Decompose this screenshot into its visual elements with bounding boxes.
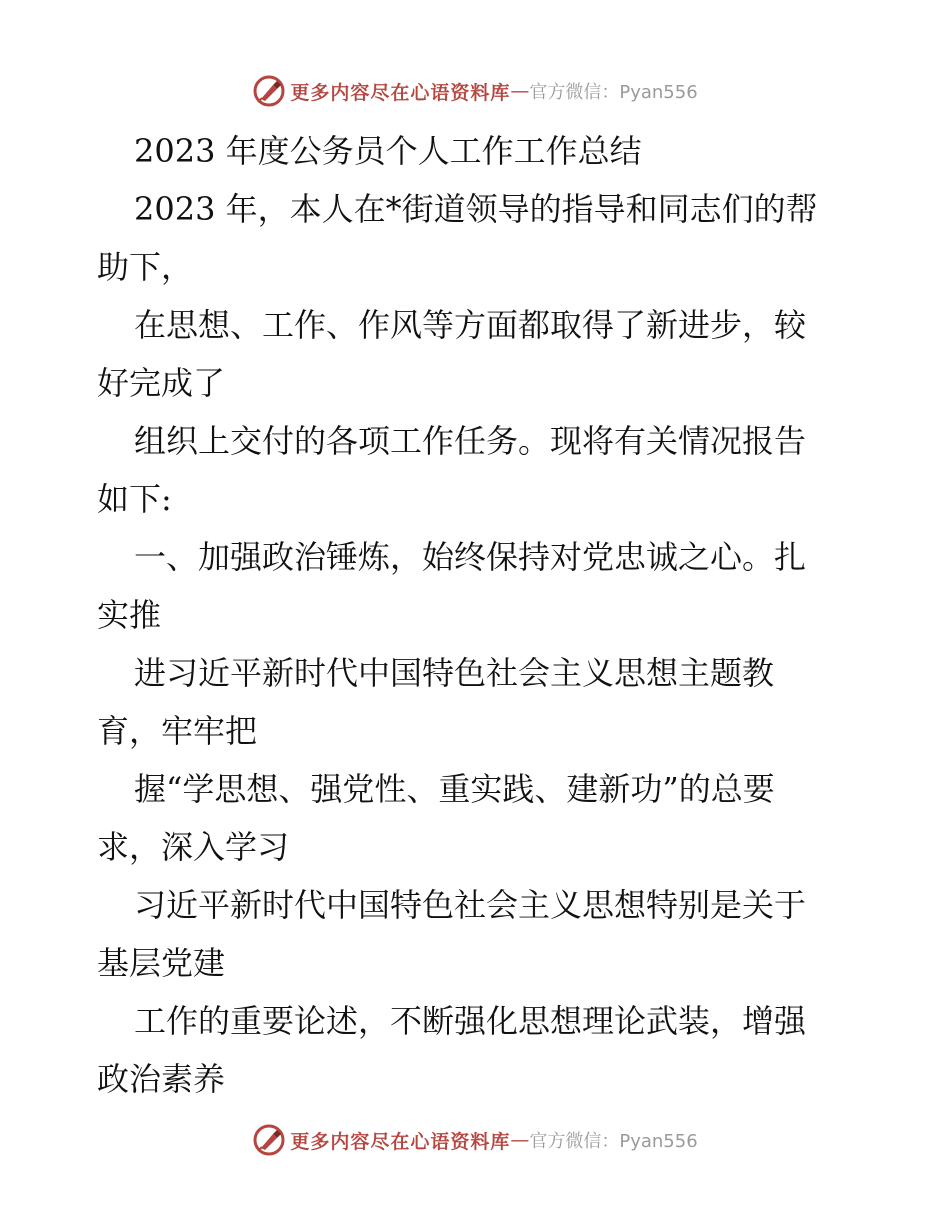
text-line: 助下，: [97, 248, 194, 286]
watermark-brand: 更多内容尽在心语资料库: [290, 81, 511, 104]
watermark-header: [0, 71, 950, 111]
text-line: 握“学思想、强党性、重实践、建新功”的总要: [134, 770, 775, 808]
watermark-footer: [0, 1120, 950, 1160]
watermark-dash: —: [510, 1129, 530, 1151]
text-line: 政治素养: [97, 1060, 226, 1098]
watermark-contact: 官方微信：Pyan556: [529, 82, 698, 103]
text-line: 习近平新时代中国特色社会主义思想特别是关于: [134, 886, 807, 924]
text-line: 在思想、工作、作风等方面都取得了新进步，较: [134, 306, 807, 344]
text-line: 好完成了: [97, 364, 226, 402]
text-line: 工作的重要论述，不断强化思想理论武装，增强: [134, 1002, 807, 1040]
pen-logo-icon: [252, 1123, 286, 1157]
text-line: 组织上交付的各项工作任务。现将有关情况报告: [134, 422, 807, 460]
text-line: 基层党建: [97, 944, 226, 982]
watermark-dash: —: [510, 80, 530, 102]
text-line: 求，深入学习: [97, 828, 290, 866]
text-line: 如下:: [97, 480, 172, 518]
text-line: 实推: [97, 596, 162, 634]
text-line: 育，牢牢把: [97, 712, 258, 750]
pen-logo-icon: [252, 74, 286, 108]
text-line: 一、加强政治锤炼，始终保持对党忠诚之心。扎: [134, 538, 807, 576]
watermark-contact: 官方微信：Pyan556: [529, 1131, 698, 1152]
doc-title: 2023 年度公务员个人工作工作总结: [134, 132, 642, 170]
text-line: 进习近平新时代中国特色社会主义思想主题教: [134, 654, 775, 692]
watermark-brand: 更多内容尽在心语资料库: [290, 1130, 511, 1153]
text-line: 2023 年，本人在*街道领导的指导和同志们的帮: [134, 190, 818, 228]
document-body: [97, 122, 857, 1108]
